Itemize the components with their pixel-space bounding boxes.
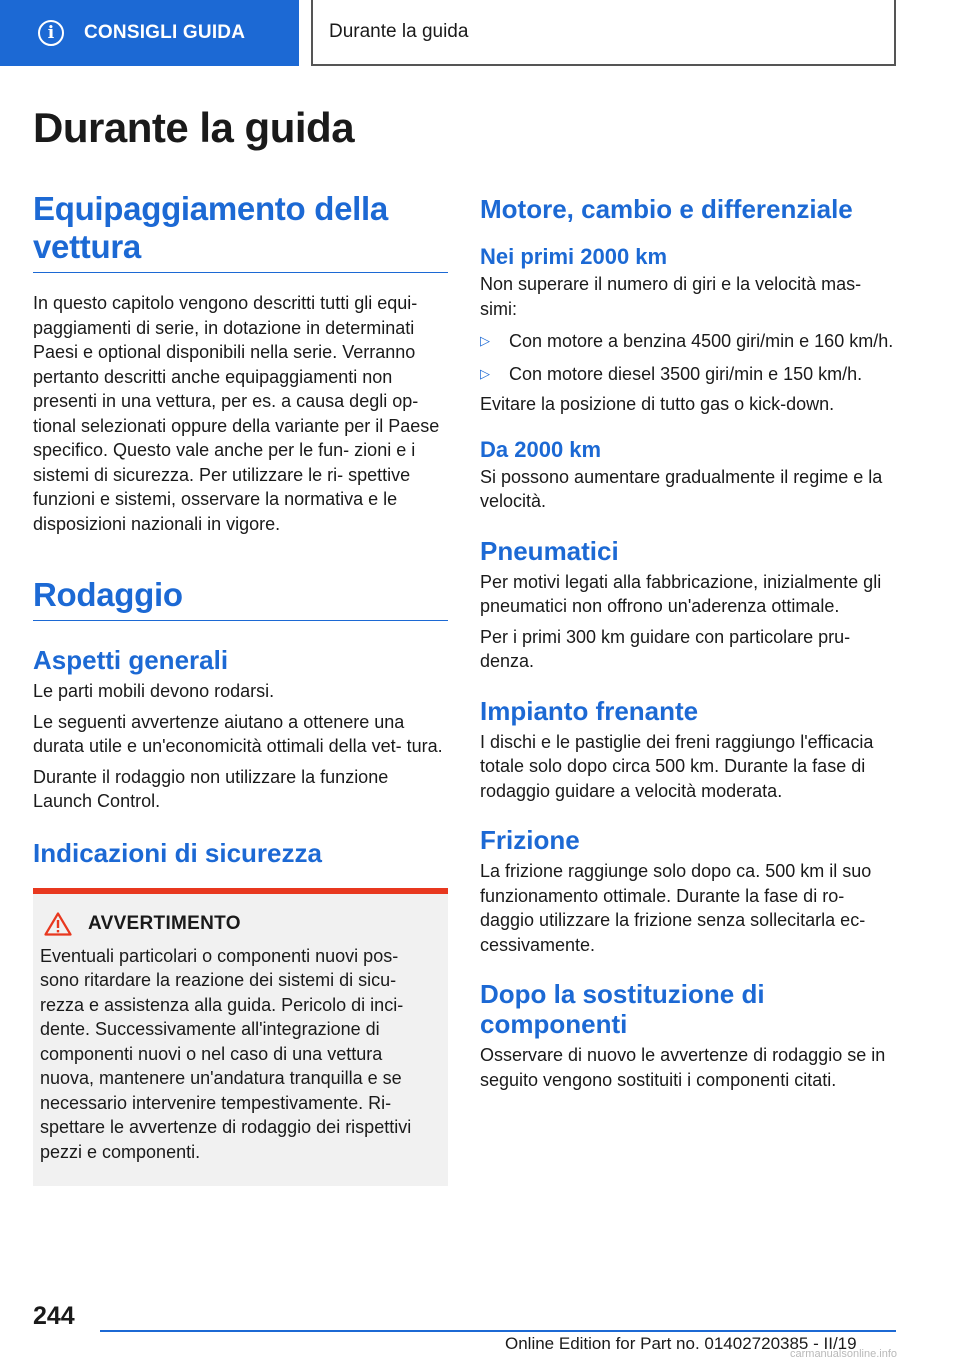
bullet-triangle-icon: ▷ (480, 365, 490, 381)
edition-text: Online Edition for Part no. 01402720385 - II/19 (505, 1334, 857, 1353)
warning-text: Eventuali particolari o componenti nuovi pos- sono ritardare la reazione dei sistemi di sicu- rezza e assistenza alla guida. Pericolo di inci- dente. Successivamente all'integrazione di componenti nuovi o nel caso di una vettura nuova, mantenere un'andatura tranquilla e se necessario intervenire tempestivamente. Ri- spettare le avvertenze di rodaggio dei rispettivi pezzi e componenti. (40, 945, 412, 1162)
first-2000-after: Evitare la posizione di tutto gas o kick-down. (480, 394, 835, 414)
from-2000-text: Si possono aumentare gradualmente il regime e la velocità. (480, 466, 883, 511)
section-header-label: Durante la guida (329, 21, 469, 42)
rpm-limits-list (480, 329, 895, 386)
chapter-tab-label: CONSIGLI GUIDA (84, 22, 246, 43)
page-title: Durante la guida (33, 104, 355, 151)
first-2000-text: Non superare il numero di giri e la velocità mas- simi: (480, 274, 862, 319)
warning-header (40, 912, 440, 936)
clutch-text: La frizione raggiunge solo dopo ca. 500 km il suo funzionamento ottimale. Durante la fase di ro- daggio utilizzare la frizione senza sollecitarla ec- cessivamente. (480, 861, 872, 955)
equipment-text: In questo capitolo vengono descritti tutti gli equi- paggiamenti di serie, in dotazione in determinati Paesi e optional disponibili nella serie. Verranno pertanto descritti anche equipaggiamenti non presenti in una vettura, per es. a causa degli op- tional selezionati oppure della variante per il Paese specifico. Questo vale anche per le fun- zioni e i sistemi di sicurezza. Per utilizzare le ri- spettive funzioni e sistemi, osservare la normativa e le disposizioni nazionali in vigore. (33, 293, 440, 534)
general-aspects-p3: Durante il rodaggio non utilizzare la funzione Launch Control. (33, 766, 389, 811)
replacement-text: Osservare di nuovo le avvertenze di rodaggio se in seguito vengono sostituiti i componenti citati. (480, 1045, 886, 1090)
list-item-text: Con motore diesel 3500 giri/min e 150 km/h. (509, 363, 863, 384)
engine-heading: Motore, cambio e differenziale (480, 194, 853, 224)
warning-title: AVVERTIMENTO (88, 912, 241, 934)
clutch-heading: Frizione (480, 825, 580, 855)
chapter-tab[interactable] (0, 0, 299, 66)
break-in-heading: Rodaggio (33, 576, 448, 621)
page-number: 244 (33, 1302, 75, 1330)
info-icon: i (38, 20, 64, 46)
bullet-triangle-icon: ▷ (480, 333, 490, 348)
list-item (480, 362, 895, 387)
warning-box (33, 888, 448, 1187)
general-aspects-heading: Aspetti generali (33, 645, 229, 675)
footer-divider (100, 1330, 896, 1332)
general-aspects-p2: Le seguenti avvertenze aiutano a ottenere una durata utile e un'economicità ottimali della vet- tura. (33, 711, 443, 756)
watermark: carmanualsonline.info (790, 1348, 898, 1360)
list-item-text: Con motore a benzina 4500 giri/min e 160 km/h. (509, 331, 894, 351)
section-header (311, 0, 896, 66)
tyres-heading: Pneumatici (480, 535, 619, 566)
left-column (33, 190, 448, 1186)
brakes-text: I dischi e le pastiglie dei freni raggiungo l'efficacia totale solo dopo circa 500 km. Durante la fase di rodaggio guidare a velocità moderata. (480, 731, 874, 801)
tyres-p2: Per i primi 300 km guidare con particolare pru- denza. (480, 626, 851, 671)
safety-heading: Indicazioni di sicurezza (33, 837, 322, 868)
from-2000-heading: Da 2000 km (480, 436, 602, 462)
warning-triangle-icon (44, 912, 72, 936)
replacement-heading: Dopo la sostituzione di componenti (480, 979, 765, 1039)
tyres-p1: Per motivi legati alla fabbricazione, inizialmente gli pneumatici non offrono un'aderenza ottimale. (480, 571, 882, 616)
general-aspects-p1: Le parti mobili devono rodarsi. (33, 681, 275, 701)
brakes-heading: Impianto frenante (480, 695, 699, 726)
list-item (480, 329, 895, 354)
first-2000-heading: Nei primi 2000 km (480, 244, 668, 269)
right-column (480, 190, 895, 1092)
equipment-heading: Equipaggiamento della vettura (33, 190, 448, 273)
